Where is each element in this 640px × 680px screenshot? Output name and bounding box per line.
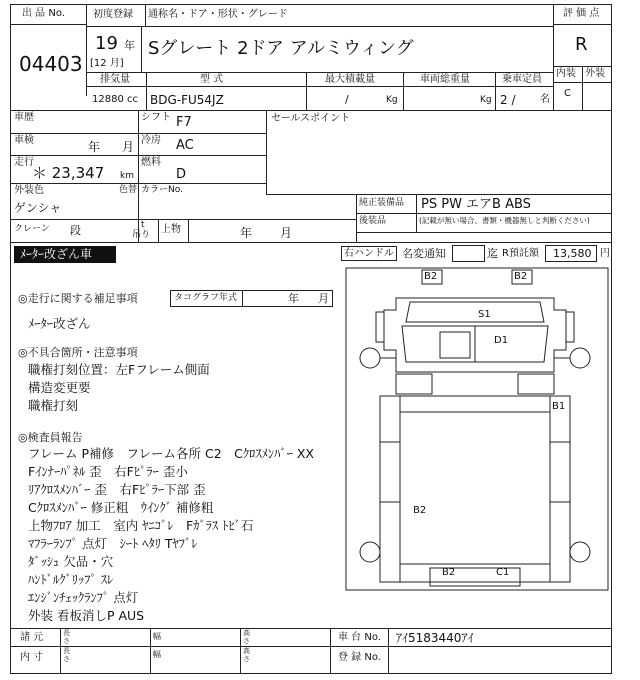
divider [356, 194, 357, 242]
divider [188, 219, 189, 242]
history-label: 車歴 [14, 112, 34, 123]
registration-month: [12 月] [90, 58, 124, 69]
height-label: 高さ [243, 629, 250, 645]
height-label: 高さ [243, 647, 250, 663]
upper-month: 月 [280, 226, 293, 240]
first-registration-label: 初度登録 [93, 9, 133, 20]
divider [240, 628, 241, 674]
vehicle-name-label: 通称名・ドア・形状・グレード [148, 9, 288, 20]
damage-label-b2: B2 [413, 505, 427, 516]
deadline-label: 迄 [487, 247, 498, 260]
damage-label-b2: B2 [514, 271, 528, 282]
lot-number-label: 出 品 No. [22, 8, 65, 19]
aftermarket-note: (記載が無い場合、書類・機器無しと判断ください) [419, 216, 590, 225]
sales-point-label: セールスポイント [271, 113, 351, 124]
divider [553, 4, 554, 110]
divider [158, 219, 159, 242]
inspection-label: 車検 [14, 135, 34, 146]
fuel-value: D [176, 167, 187, 182]
damage-label-c1: C1 [496, 567, 510, 578]
tachograph-month: 月 [318, 292, 329, 305]
supplement-text: ﾒｰﾀｰ改ざん [28, 316, 91, 331]
divider [582, 66, 583, 110]
gross-weight-label: 車両総重量 [420, 74, 470, 85]
exterior-color: ゲンシャ [14, 201, 62, 215]
truck-damage-diagram [340, 262, 612, 628]
damage-label-b2: B2 [442, 567, 456, 578]
divider [266, 194, 612, 195]
issue-line: 職権打刻 [28, 398, 79, 413]
length-label: 長さ [63, 647, 70, 663]
capacity: 2 / [500, 93, 516, 107]
divider [86, 4, 87, 96]
registration-year: 19 [95, 33, 118, 54]
upper-year: 年 [240, 226, 253, 240]
km-unit: km [120, 171, 134, 181]
divider [553, 82, 612, 83]
divider [86, 72, 553, 73]
divider [242, 290, 243, 307]
inspector-line: フレーム P補修 フレーム各所 C2 Cｸﾛｽﾒﾝﾊﾞｰ XX [28, 446, 314, 461]
length-label: 長さ [63, 629, 70, 645]
person-unit: 名 [540, 94, 550, 105]
inspector-line: ﾘｱｸﾛｽﾒﾝﾊﾞｰ 歪 右Fﾋﾟﾗｰ下部 歪 [28, 482, 206, 497]
ac-value: AC [176, 138, 194, 153]
divider [403, 72, 404, 110]
yen-unit: 円 [600, 248, 610, 259]
running-supplement-title: ◎走行に関する補足事項 [18, 292, 138, 305]
damage-label-s1: S1 [478, 309, 491, 320]
divider [356, 213, 612, 214]
vehicle-name: Sグレート 2ドア アルミウィング [148, 38, 414, 59]
divider [10, 133, 266, 134]
inspector-line: ﾊﾝﾄﾞﾙｸﾞﾘｯﾌﾟ ｽﾚ [28, 572, 114, 587]
crane-ton: t [141, 220, 145, 230]
mileage-label: 走行 [14, 157, 34, 168]
divider [86, 26, 553, 27]
interior-score: C [564, 88, 571, 99]
fuel-label: 燃料 [141, 157, 161, 168]
steering-side: 右ハンドル [344, 248, 394, 259]
recycle-fee: 13,580 [553, 247, 592, 260]
crane-label: クレーン [14, 224, 50, 234]
inspector-line: 上物ﾌﾛｱ 加工 室内 ﾔﾆｺﾞﾚ Fｶﾞﾗｽ ﾄﾋﾞ石 [28, 518, 254, 533]
inspector-report-title: ◎検査員報告 [18, 431, 83, 444]
divider [86, 86, 553, 87]
divider [10, 155, 266, 156]
divider [495, 72, 496, 110]
divider [145, 4, 146, 26]
inspector-line: ﾏﾌﾗｰﾗﾝﾌﾟ 点灯 ｼｰﾄ ﾍﾀﾘ Tﾔﾌﾞﾚ [28, 536, 198, 551]
divider [150, 628, 151, 674]
issues-title: ◎不具合箇所・注意事項 [18, 346, 138, 359]
shift-label: シフト [141, 112, 171, 123]
color-change-label: 色替 [119, 185, 138, 195]
exterior-label: 外装 [585, 68, 605, 79]
chassis-number-label: 車 台 No. [338, 632, 381, 643]
inspector-line: ﾀﾞｯｼｭ 欠品・穴 [28, 554, 114, 569]
inspection-year: 年 [88, 140, 101, 154]
interior-label: 内装 [556, 68, 576, 79]
divider [10, 183, 266, 184]
recycle-fee-label: R預託額 [502, 248, 539, 259]
divider [10, 242, 612, 243]
tachograph-year: 年 [288, 292, 299, 305]
damage-label-b1: B1 [552, 401, 566, 412]
crane-stage: 段 [70, 224, 81, 237]
chassis-number: ｱｲ5183440ｱｲ [396, 631, 474, 645]
issue-line: 職権打刻位置：左Fフレーム側面 [28, 362, 210, 377]
divider [60, 628, 61, 674]
interior-dimensions-label: 内 寸 [20, 652, 44, 663]
divider [10, 219, 356, 220]
tampered-meter-warning: ﾒｰﾀｰ改ざん車 [14, 246, 116, 263]
divider [141, 26, 142, 72]
lot-number: 04403 [19, 52, 83, 76]
divider [306, 72, 307, 110]
inspector-line: 外装 看板消しP AUS [28, 608, 145, 623]
model-label: 型 式 [200, 74, 224, 85]
divider [10, 24, 86, 25]
divider [388, 628, 389, 674]
name-change-box [452, 245, 485, 262]
issue-line: 構造変更要 [28, 380, 91, 395]
divider [266, 110, 267, 194]
model-code: BDG-FU54JZ [150, 93, 224, 107]
mileage-value: ＊ 23,347 [32, 164, 105, 182]
width-label: 幅 [153, 650, 161, 659]
score-label: 評 価 点 [563, 8, 600, 19]
tachograph-label: タコグラフ年式 [174, 293, 238, 303]
divider [146, 72, 147, 110]
capacity-label: 乗車定員 [502, 74, 542, 85]
inspector-line: Cｸﾛｽﾒﾝﾊﾞｰ 修正粗 ｳｲﾝｸﾞ 補修粗 [28, 500, 214, 515]
name-change-label: 名変通知 [402, 247, 446, 260]
year-unit: 年 [124, 39, 135, 52]
inspection-month: 月 [122, 140, 135, 154]
upper-body-label: 上物 [161, 224, 181, 235]
kg-unit: Kg [386, 95, 398, 105]
divider [416, 194, 417, 232]
inspector-line: ｴﾝｼﾞﾝﾁｪｯｸﾗﾝﾌﾟ 点灯 [28, 590, 139, 605]
divider [138, 110, 139, 242]
divider [10, 646, 612, 647]
damage-label-b2: B2 [424, 271, 438, 282]
divider [330, 628, 331, 674]
standard-equipment: PS PW エアB ABS [421, 197, 531, 212]
max-load: / [345, 93, 349, 106]
width-label: 幅 [153, 632, 161, 641]
max-load-label: 最大積載量 [325, 74, 375, 85]
standard-equipment-label: 純正装備品 [359, 198, 405, 208]
crane-hook: 吊り [132, 230, 151, 240]
inspector-line: Fｲﾝﾅｰﾊﾟﾈﾙ 歪 右Fﾋﾟﾗｰ 歪小 [28, 464, 188, 479]
exterior-color-label: 外装色 [14, 185, 44, 196]
specifications-label: 諸 元 [20, 632, 44, 643]
aftermarket-label: 後装品 [359, 216, 387, 226]
displacement: 12880 cc [92, 94, 138, 105]
ac-label: 冷房 [141, 135, 161, 146]
color-number-label: カラーNo. [141, 185, 183, 195]
registration-number-label: 登 録 No. [338, 652, 381, 663]
divider [10, 628, 612, 629]
divider [10, 110, 612, 111]
damage-label-d1: D1 [494, 335, 509, 346]
displacement-label: 排気量 [100, 74, 130, 85]
shift-value: F7 [176, 115, 192, 130]
divider [356, 232, 612, 233]
kg-unit: Kg [480, 95, 492, 105]
divider [553, 24, 612, 25]
overall-score: R [575, 34, 588, 55]
